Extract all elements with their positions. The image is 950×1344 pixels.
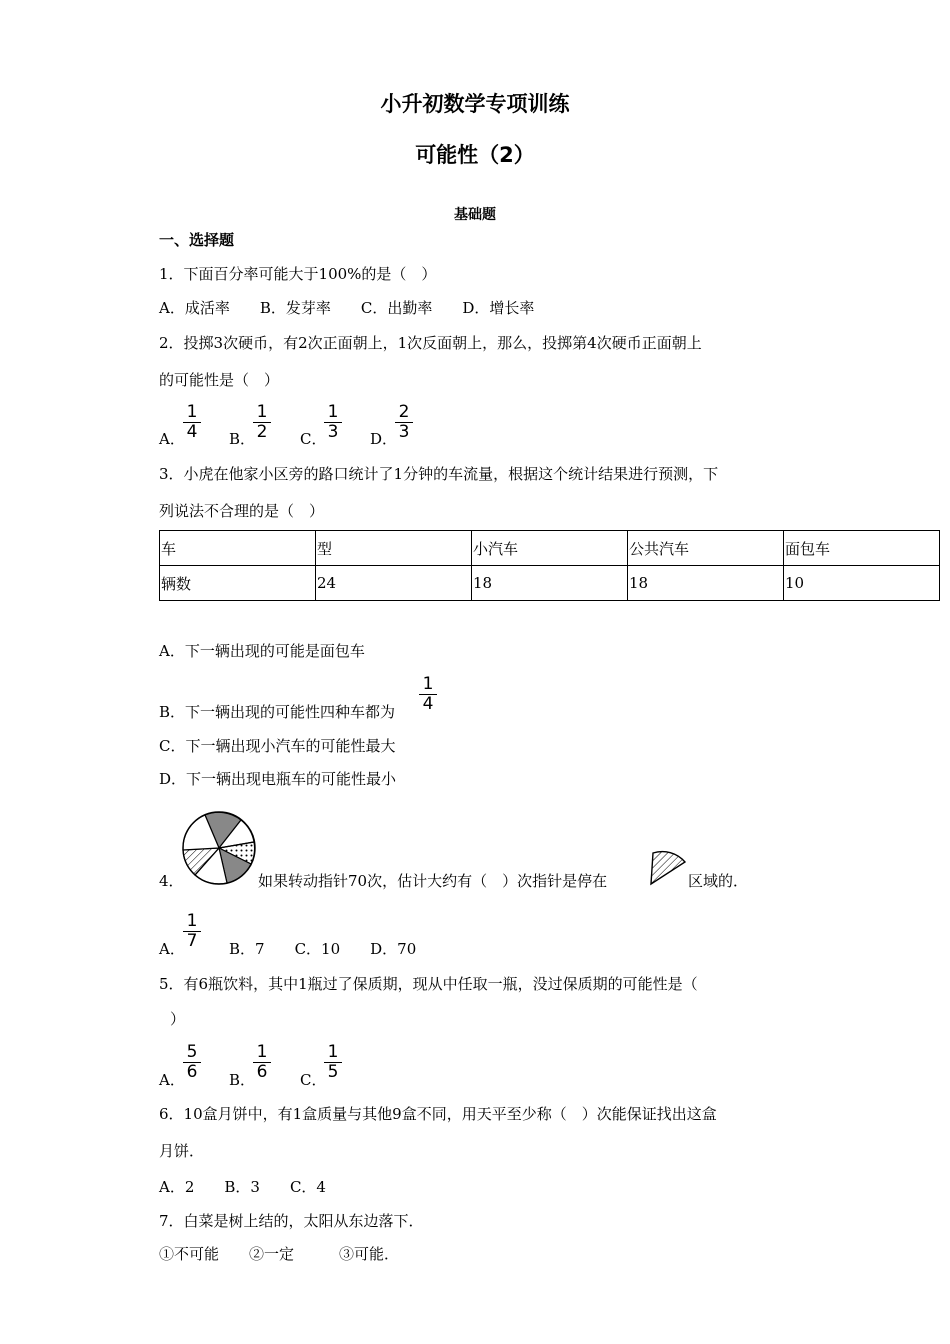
question-5-stem: 5．有6瓶饮料，其中1瓶过了保质期，现从中任取一瓶，没过保质期的可能性是（: [159, 975, 698, 993]
option-fraction: $\frac{1}{6}$: [253, 1044, 271, 1081]
option-label: A．: [159, 1071, 185, 1089]
option-label: D．: [370, 430, 398, 448]
question-3-stem-cont: 列说法不合理的是（ ）: [159, 502, 325, 520]
page-subtitle: 可能性（2）: [415, 143, 535, 167]
question-3-option-b: B．下一辆出现的可能性四种车都为: [159, 703, 396, 721]
option-fraction: $\frac{1}{3}$: [324, 404, 342, 441]
question-4-number: 4．: [159, 872, 184, 890]
table-cell: 24: [316, 566, 472, 601]
table-cell: 面包车: [784, 531, 940, 566]
question-5-stem-cont: ）: [170, 1010, 186, 1028]
question-4-text-end: 区域的．: [688, 872, 749, 890]
section-name: 基础题: [454, 207, 496, 223]
option-fraction: $\frac{2}{3}$: [395, 404, 413, 441]
hatched-sector-icon: [649, 850, 687, 888]
spinner-wheel-figure: [180, 811, 258, 885]
vehicle-table: [159, 530, 940, 601]
question-6-stem: 6．10盒月饼中，有1盒质量与其他9盒不同，用天平至少称（ ）次能保证找出这盒: [159, 1105, 717, 1123]
option-label: A．: [159, 940, 185, 958]
part-heading: 一、选择题: [159, 231, 235, 249]
table-cell: 辆数: [160, 566, 316, 601]
option-label: C．: [300, 1071, 327, 1089]
option-label: B．: [229, 1071, 256, 1089]
question-1-options: A．成活率 B．发芽率 C．出勤率 D．增长率: [159, 299, 535, 317]
question-4-options: B．7 C．10 D．70: [229, 940, 417, 958]
option-fraction: $\frac{5}{6}$: [183, 1044, 201, 1081]
option-fraction: $\frac{1}{5}$: [324, 1044, 342, 1081]
option-label: A．: [159, 430, 185, 448]
question-4-text: 如果转动指针70次，估计大约有（ ）次指针是停在: [258, 872, 608, 890]
table-cell: 车: [160, 531, 316, 566]
option-b-fraction: $\frac{1}{4}$: [419, 676, 437, 713]
question-3-option-a: A．下一辆出现的可能是面包车: [159, 642, 365, 660]
question-2-stem-cont: 的可能性是（ ）: [159, 371, 280, 389]
option-fraction: $\frac{1}{7}$: [183, 913, 201, 950]
question-1-stem: 1．下面百分率可能大于100%的是（ ）: [159, 265, 437, 283]
table-cell: 10: [784, 566, 940, 601]
option-fraction: $\frac{1}{4}$: [183, 404, 201, 441]
question-7-stem: 7．白菜是树上结的，太阳从东边落下．: [159, 1212, 424, 1230]
question-2-stem: 2．投掷3次硬币，有2次正面朝上，1次反面朝上，那么，投掷第4次硬币正面朝上: [159, 334, 702, 352]
table-cell: 18: [628, 566, 784, 601]
table-cell: 型: [316, 531, 472, 566]
table-row: [160, 566, 940, 601]
option-fraction: $\frac{1}{2}$: [253, 404, 271, 441]
question-6-stem-cont: 月饼．: [159, 1142, 205, 1160]
question-3-stem: 3．小虎在他家小区旁的路口统计了1分钟的车流量，根据这个统计结果进行预测，下: [159, 465, 719, 483]
table-cell: 公共汽车: [628, 531, 784, 566]
table-cell: 18: [472, 566, 628, 601]
table-row: [160, 531, 940, 566]
option-label: B．: [229, 430, 256, 448]
question-3-option-c: C．下一辆出现小汽车的可能性最大: [159, 737, 396, 755]
question-6-options: A．2 B．3 C．4: [159, 1178, 326, 1196]
table-cell: 小汽车: [472, 531, 628, 566]
question-7-options: ①不可能 ②一定 ③可能．: [159, 1245, 400, 1263]
question-3-option-d: D．下一辆出现电瓶车的可能性最小: [159, 770, 397, 788]
page-title: 小升初数学专项训练: [380, 92, 570, 116]
option-label: C．: [300, 430, 327, 448]
